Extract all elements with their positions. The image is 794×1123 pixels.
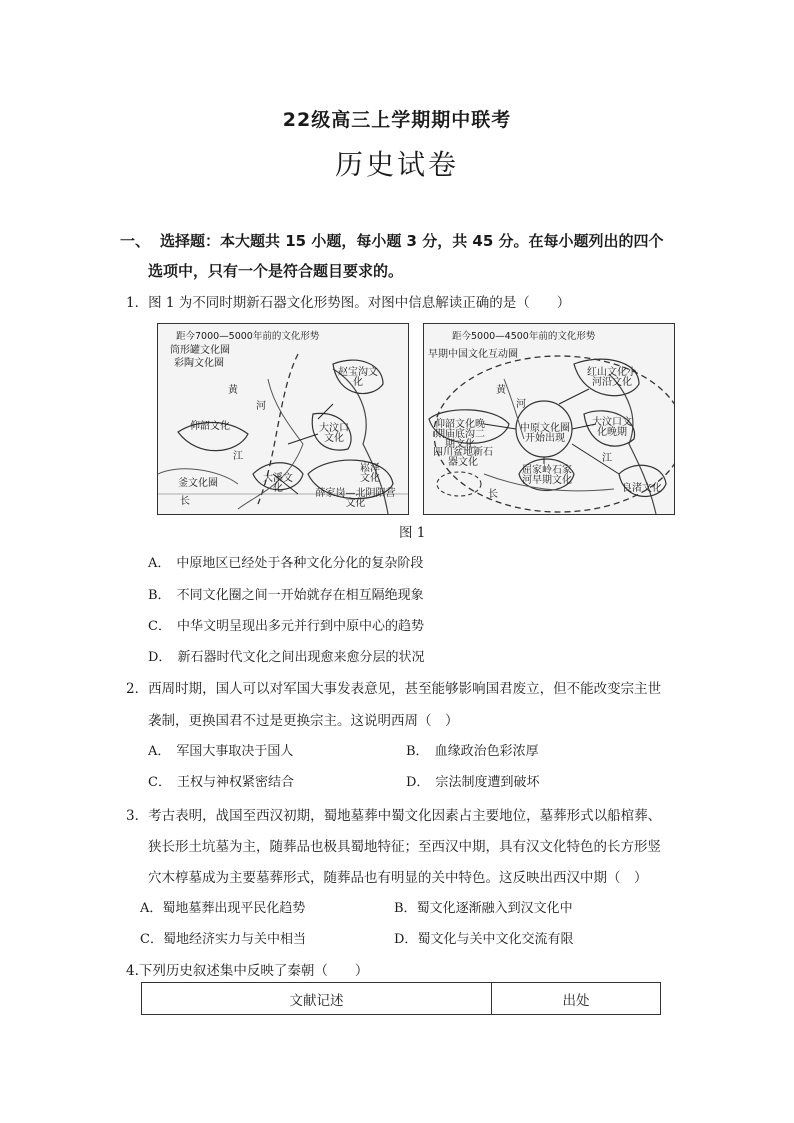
map-right-label: 中原文化圈开始出现	[520, 423, 570, 444]
q3-option-d	[394, 928, 573, 947]
option-text: 蜀地经济实力与关中相当	[162, 932, 306, 947]
map-left-label: 薛家岗—北阴阳营文化	[315, 488, 396, 509]
option-letter: A．	[148, 744, 171, 759]
map-right-label: 早期中国文化互动圈	[428, 349, 518, 360]
map-right-label: 长	[488, 489, 498, 500]
map-left	[157, 323, 409, 515]
option-text: 王权与神权紧密结合	[176, 775, 294, 790]
q3-option-c	[140, 928, 306, 947]
option-text: 蜀文化逐渐融入到汉文化中	[416, 901, 573, 916]
question-1-stem: 1．图 1 为不同时期新石器文化形势图。对图中信息解读正确的是（ ）	[126, 295, 571, 311]
option-text: 军国大事取决于国人	[176, 744, 294, 759]
option-letter: B．	[148, 588, 171, 603]
option-text: 蜀地墓葬出现平民化趋势	[162, 901, 306, 916]
option-text: 新石器时代文化之间出现愈来愈分层的状况	[177, 650, 425, 665]
section-number: 一、	[120, 232, 151, 250]
option-letter: D．	[406, 775, 430, 790]
option-letter: B．	[394, 901, 417, 916]
option-letter: C．	[148, 619, 171, 634]
question-3-stem-line2: 狭长形土坑墓为主，随葬品也极具蜀地特征；至西汉中期，具有汉文化特色的长方形竖	[148, 839, 661, 855]
option-letter: C．	[148, 775, 171, 790]
subject-title: 历史试卷	[334, 148, 459, 181]
map-right-label: 大汶口文化晚期	[592, 417, 632, 438]
map-left-title: 距今7000—5000年前的文化形势	[176, 331, 320, 342]
q1-option-a	[148, 552, 423, 571]
map-right-label: 四川盆地新石器文化	[433, 447, 493, 468]
question-3-stem-line1: 3．考古表明，战国至西汉初期，蜀地墓葬中蜀文化因素占主要地位，墓葬形式以船棺葬、	[126, 808, 662, 824]
map-right	[423, 323, 675, 515]
option-text: 宗法制度遭到破坏	[435, 775, 540, 790]
question-3-stem-line3: 穴木椁墓成为主要墓葬形式，随葬品也有明显的关中特色。这反映出西汉中期（ ）	[148, 870, 648, 886]
map-right-label: 良渚文化	[622, 483, 662, 494]
option-text: 不同文化圈之间一开始就存在相互隔绝现象	[176, 588, 424, 603]
q3-option-b	[394, 897, 573, 916]
table-header-row	[142, 983, 661, 1015]
map-right-label: 屈家岭石家河早期文化	[522, 465, 572, 486]
q2-option-b	[406, 740, 539, 759]
map-left-label: 釜文化圈	[178, 478, 218, 489]
option-letter: C．	[140, 932, 163, 947]
map-left-label: 大汶口文化	[319, 423, 349, 444]
map-left-label: 长	[180, 496, 190, 507]
section-instruction-line2: 选项中，只有一个是符合题目要求的。	[148, 262, 404, 280]
map-left-label: 筒形罐文化圈	[170, 345, 230, 356]
q2-option-a	[148, 740, 293, 759]
table-header-source: 出处	[492, 983, 661, 1015]
table-header-record: 文献记述	[142, 983, 492, 1015]
q2-option-c	[148, 771, 294, 790]
q3-option-a	[140, 897, 305, 916]
option-text: 蜀文化与关中文化交流有限	[417, 932, 574, 947]
map-right-label: 黄	[496, 385, 506, 396]
question-2-stem-line1: 2．西周时期，国人可以对军国大事发表意见，甚至能够影响国君废立，但不能改变宗主世	[126, 681, 662, 697]
map-right-label: 河	[516, 399, 526, 410]
map-left-label: 河	[256, 401, 266, 412]
option-letter: D．	[148, 650, 172, 665]
map-left-label: 黄	[228, 385, 238, 396]
q4-table	[141, 982, 661, 1015]
option-letter: B．	[406, 744, 429, 759]
q1-option-c	[148, 615, 424, 634]
question-4-stem: 4.下列历史叙述集中反映了秦朝（ ）	[126, 963, 369, 979]
option-letter: A．	[148, 556, 171, 571]
map-left-label: 彩陶文化圈	[174, 358, 224, 369]
map-right-label: 红山文化小河沿文化	[587, 367, 637, 388]
q2-option-d	[406, 771, 539, 790]
option-text: 中华文明呈现出多元并行到中原中心的趋势	[176, 619, 424, 634]
option-letter: A．	[140, 901, 163, 916]
option-text: 中原地区已经处于各种文化分化的复杂阶段	[176, 556, 424, 571]
section-instruction-line1: 选择题：本大题共 15 小题，每小题 3 分，共 45 分。在每小题列出的四个	[160, 232, 664, 250]
option-letter: D．	[394, 932, 418, 947]
map-right-label: 江	[602, 453, 612, 464]
option-text: 血缘政治色彩浓厚	[434, 744, 539, 759]
map-left-label: 赵宝沟文化	[338, 367, 378, 388]
map-left-label: 大溪文化	[263, 473, 293, 494]
exam-title: 22级高三上学期期中联考	[282, 109, 512, 131]
figure-1-maps	[157, 323, 665, 515]
figure-caption: 图 1	[399, 525, 426, 541]
q1-option-d	[148, 646, 424, 665]
map-right-title: 距今5000—4500年前的文化形势	[452, 331, 596, 342]
question-2-stem-line2: 袭制，更换国君不过是更换宗主。这说明西周（ ）	[148, 713, 459, 729]
map-right-label: 仰韶文化晚期庙底沟二期文化	[435, 419, 485, 450]
map-left-label: 仰韶文化	[190, 421, 230, 432]
map-left-label: 江	[233, 451, 243, 462]
map-left-label: 崧泽文化	[360, 463, 380, 484]
q1-option-b	[148, 584, 424, 603]
